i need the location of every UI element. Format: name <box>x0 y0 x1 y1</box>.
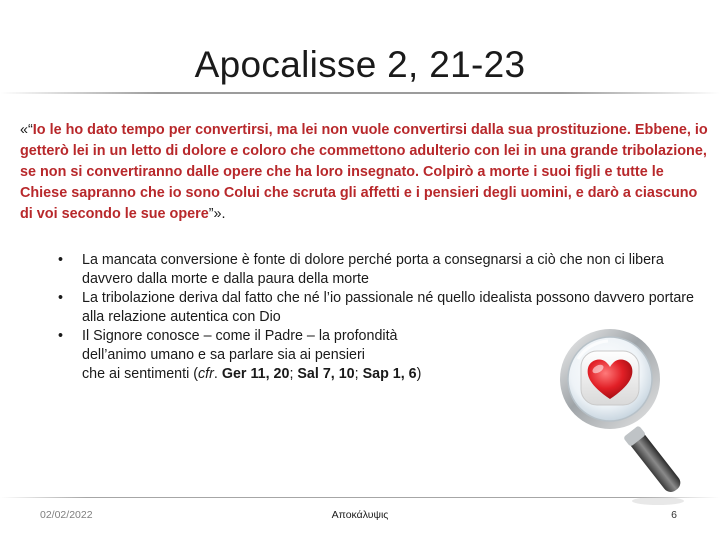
bullet-text-fragment: . <box>213 366 222 382</box>
bullet-text-fragment: che ai sentimenti ( <box>82 366 199 382</box>
magnifying-glass-heart-icon <box>548 317 718 509</box>
bullet-item <box>58 251 708 289</box>
bullet-text: La mancata conversione è fonte di dolore perché porta a consegnarsi a ciò che non ci libera davvero dalla morte e dalla paura della morte <box>82 252 664 287</box>
bullet-icon: • <box>58 252 64 268</box>
bullet-text-fragment: ; <box>354 366 363 382</box>
quote-open-marks: «“ <box>20 122 33 138</box>
bullet-text-line: dell’animo umano e sa parlare sia ai pensieri <box>82 347 365 363</box>
bullet-icon: • <box>58 328 64 344</box>
bullet-icon: • <box>58 290 64 306</box>
footer-divider <box>0 497 720 498</box>
scripture-quote <box>20 120 712 225</box>
slide-title: Apocalisse 2, 21-23 <box>194 44 526 85</box>
slide-number: 6 <box>671 509 677 521</box>
title-divider <box>0 92 720 94</box>
cfr-abbreviation: cfr <box>198 366 214 382</box>
bullet-text-fragment: ; <box>289 366 298 382</box>
footer-title: Αποκάλυψις <box>331 509 389 521</box>
quote-text: Io le ho dato tempo per convertirsi, ma lei non vuole convertirsi dalla sua prostituzione. Ebbene, io getterò lei in un letto di dolore e coloro che commettono adulterio con lei in una grande tribolazione, se non si convertiranno dalle opere che ha loro insegnato. Colpirò a morte i suoi figli e tutte le Chiese sapranno che io sono Colui che scruta gli affetti e i pensieri degli uomini, e darò a ciascuno di voi secondo le sue opere <box>20 122 708 222</box>
bullet-text: La tribolazione deriva dal fatto che né l’io passionale né quello idealista possono davvero portare alla relazione autentica con Dio <box>82 290 694 325</box>
quote-close-marks: ”». <box>208 206 226 222</box>
bullet-text-line: Il Signore conosce – come il Padre – la profondità <box>82 328 398 344</box>
scripture-reference: Sap 1, 6 <box>362 366 417 382</box>
footer-date: 02/02/2022 <box>40 509 93 521</box>
bullet-text-fragment: ) <box>416 366 422 382</box>
scripture-reference: Ger 11, 20 <box>221 366 290 382</box>
scripture-reference: Sal 7, 10 <box>297 366 355 382</box>
